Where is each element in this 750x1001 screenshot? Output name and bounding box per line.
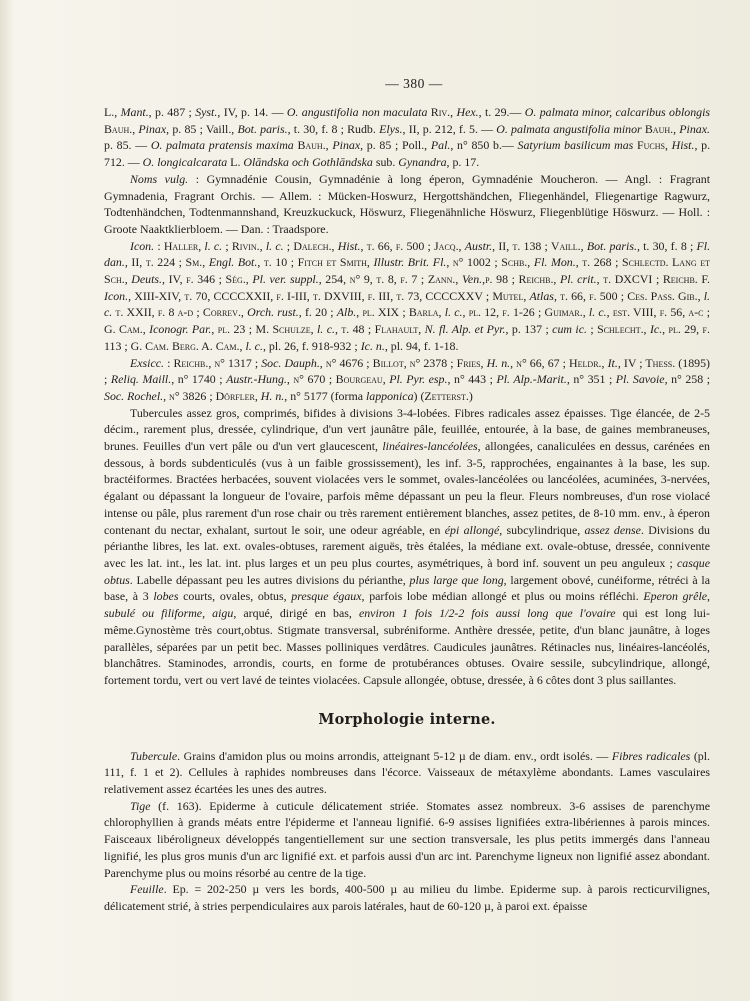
text-run: , pl. 29, f. 113 ; G. Cam. Berg. A. Cam.,	[104, 322, 710, 353]
text-run: Fuchs,	[633, 138, 672, 153]
text-run: Pl. Pyr. esp.	[389, 372, 448, 387]
text-run: , allongées, canaliculées en dessus, carénées en dessous, à bords subdenticulés (vus à un faible grossissement), les inf. 3-5, rapprochées, engainantes à la base, les sup. bractéiformes. Bractées herbacées, souvent violacées vers le sommet, ovales-lancéolées ou lancéolées, acuminées, 3-nervées, égalant ou dépassant la longueur de l'ovaire, parfois même dépassant un peu la fleur. Fleurs nombreuses, d'un rose violacé intense ou pâle, plus rarement d'un rose chair ou très rarement entièrement blanches, assez petites, de 8-10 mm. env., à éperon contenant du nectar, exhalant, surtout le soir, une odeur agréable, en	[104, 439, 710, 537]
text-run: , pl. 26, f. 918-932 ;	[262, 338, 361, 353]
text-run: Illustr. Brit. Fl.	[373, 255, 447, 270]
text-run: , IV, p. 14. —	[217, 105, 287, 119]
tige-paragraph	[104, 798, 710, 882]
text-run: : Gymnadénie Cousin, Gymnadénie à long éperon, Gymnadénie Moucheron. — Angl. : Fragrant Gymnadenia, Fragrant Orchis. — Allem. : Mücken-Hoswurz, Hergottshändchen, Fliegenhändel, Fliegenartige Ragwurz, Todtenhändchen, Todtenmannshand, Kreuzkuckuck, Höswurz, Fliegenähnliche Höswurz, Fliegenblütige Höswurz. — Holl. : Groote Naaktklierbloem. — Dan. : Traadspore.	[104, 171, 710, 236]
text-run: N. fl. Alp. et Pyr.	[424, 322, 506, 337]
text-run: (pl. 111, f. 1 et 2). Cellules à raphides nombreuses dans l'écorce. Vaisseaux de métaxylème abondants. Lames vasculaires relativement assez écartées les unes des autres.	[104, 748, 711, 797]
iconography-paragraph	[104, 238, 710, 355]
text-run: plus large que long	[409, 572, 504, 587]
text-run: assez dense	[584, 522, 641, 537]
text-run: Pl. Alp.-Marit.	[496, 372, 567, 387]
text-run: l. c.	[317, 322, 335, 337]
text-run: Pinax.	[679, 121, 710, 136]
text-run: l. c.	[204, 238, 223, 253]
text-run: l. c.	[245, 338, 263, 353]
text-run: l. c.	[588, 305, 607, 320]
text-run: O. palmata minor, calcaribus oblongis	[524, 105, 711, 119]
text-run: Ven.	[461, 272, 483, 287]
text-run: l. c.	[265, 238, 284, 253]
text-run: , IV ; Thess. (1895) ;	[104, 355, 710, 387]
text-run: Pal.	[430, 138, 451, 153]
text-run: Hist.	[337, 238, 361, 253]
text-run: courts, ovales, obtus,	[178, 589, 292, 604]
text-run: , n° 258 ;	[664, 372, 710, 387]
text-run: . Grains d'amidon plus ou moins arrondis, atteignant 5-12 µ de diam. env., ordt isolés. —	[177, 748, 612, 763]
text-run: , f. 20 ;	[298, 305, 337, 320]
text-run: Bot. paris.	[237, 121, 288, 136]
text-run: , II, t. 224 ; Sm.,	[124, 255, 209, 270]
text-run: Soc. Rochel.	[104, 388, 164, 403]
text-run: Satyrium basilicum mas	[517, 138, 634, 153]
text-run: ,p. 98 ; Reichb.,	[482, 272, 561, 287]
text-run: Bauh.,	[641, 121, 680, 136]
text-run: H. n.	[486, 355, 511, 370]
text-run: épi allongé	[444, 522, 500, 537]
text-run: l. c.	[444, 305, 463, 320]
text-run: Fl. Mon.	[533, 255, 576, 270]
text-run: O. palmata pratensis maxima	[150, 138, 294, 153]
text-run: , pl. 94, f. 1-18.	[384, 338, 459, 353]
exsiccata-label: Exsicc.	[130, 355, 164, 370]
text-run: Tubercules assez gros, comprimés, bifides à divisions 3-4-lobées. Fibres radicales assez épaisses. Tige élancée, de 2-5 décim., rarement plus, dressée, cylindrique, d'un vert jaunâtre pâle, feuillée, entourée, à la base, de gaines membraneuses, brunes. Feuilles d'un vert pâle ou d'un vert glaucescent,	[104, 405, 710, 454]
text-run: , n° 443 ;	[447, 372, 497, 387]
text-run: , t. 66, f. 500 ; Ces. Pass. Gib.,	[553, 288, 704, 303]
text-run: Fibres radicales	[611, 748, 691, 763]
text-run: Pl. ver. suppl.	[252, 272, 319, 287]
text-run: , p. 137 ;	[505, 322, 553, 337]
text-run: Pl. crit.	[560, 272, 597, 287]
text-run: , t. 66, f. 500 ; Jacq.,	[360, 238, 465, 253]
text-run: p. 85. —	[104, 138, 151, 153]
text-run: , II, p. 212, f. 5. —	[402, 121, 497, 136]
text-run: Ic.	[649, 322, 663, 337]
text-run: , n° 1740 ;	[171, 372, 227, 387]
text-run: , n° 4676 ; Billot, n° 2378 ; Fries,	[319, 355, 487, 370]
text-run: ) (Zetterst.)	[413, 388, 473, 403]
text-run: Bauh.,	[293, 138, 333, 153]
text-run: O. longicalcarata	[142, 155, 228, 170]
text-run: : Haller,	[154, 238, 205, 253]
text-run: , p. 712. —	[104, 138, 711, 170]
text-run: Reliq. Maill.	[110, 372, 172, 387]
text-run: , XIII-XIV, t. 70, CCCCXXII, f. I-III, t. DXVIII, f. III, t. 73, CCCCXXV ; Mutel,	[128, 288, 530, 303]
text-run: , t. 48 ; Flahault,	[334, 322, 425, 337]
text-run: , t. 30, f. 8 ;	[636, 238, 697, 253]
text-run: Icon.	[104, 288, 129, 303]
text-run: sub.	[372, 155, 399, 170]
species-description-paragraph	[104, 405, 710, 689]
text-run: , t. DXCVI ; Reichb. F.	[596, 272, 711, 287]
text-run: Soc. Dauph.	[261, 355, 320, 370]
text-run: Orch. rust.	[247, 305, 299, 320]
text-run: , p. 85 ; Poll.,	[360, 138, 431, 153]
text-run: , est. VIII, f. 56, a-c ; G. Cam.,	[104, 305, 711, 337]
text-run: , t. 268 ; Schlectd. Lang et Sch.,	[104, 255, 710, 287]
text-run: Eperon grêle, subulé ou filiforme, aigu	[104, 589, 710, 621]
text-run: Pinax	[138, 121, 167, 136]
text-run: Iconogr. Par.	[149, 322, 212, 337]
text-run: lapponica	[365, 388, 414, 403]
exsiccata-paragraph	[104, 355, 710, 405]
text-run: , IV, f. 346 ; Ség.,	[162, 272, 253, 287]
page-number: — 380 —	[385, 76, 443, 91]
text-run: , largement obové, cunéiforme, rétréci à la base, à 3	[104, 572, 710, 604]
text-run: qui est long lui-même.Gynostème très court,obtus. Stigmate transversal, subréniforme. Anthère dressée, petite, d'un blanc jaunâtre, à loges parallèles, séparées par un petit bec. Masses polliniques verdâtres. Caudicules jaunâtres. Rétinacles nus, linéaires-lancéolés, blanchâtres. Staminodes, arrondis, courts, en forme de protubérances obtuses. Ovaire sessile, subcylindrique, allongé, fortement tordu, vert ou vert lavé de teintes violacées. Capsule allongée, obtuse, dressée, à 6 côtes dont 3 plus saillantes.	[104, 606, 711, 687]
text-run: , arqué, dirigé en bas,	[233, 606, 359, 621]
text-run: casque obtus	[104, 555, 710, 587]
text-run: , t. 29.—	[478, 105, 525, 119]
text-run: Pl. Savoie	[615, 372, 665, 387]
text-run: , pl. XIX ; Barla,	[356, 305, 445, 320]
text-run: Alb.	[336, 305, 357, 320]
text-run: , parfois lobe médian allongé et plus ou moins réfléchi.	[361, 589, 644, 604]
text-run: presque égaux	[291, 589, 362, 604]
text-run: Engl. Bot.	[208, 255, 258, 270]
text-run: (f. 163). Epiderme à cuticule délicatement striée. Stomates assez nombreux. 3-6 assises de parenchyme chlorophyllien à grands méats entre l'épiderme et l'anneau lignifié. 6-9 assises lignifiées extra-libériennes à parois minces. Faisceaux libéroligneux développés tangentiellement sur une section transversale, les plus petits immergés dans l'anneau lignifié, les plus gros munis d'un arc lignifié ext. et parfois aussi d'un arc int. Parenchyme ligneux non lignifié assez abondant. Parenchyme plus ou moins résorbé au centre de la tige.	[104, 798, 710, 880]
text-run: O. palmata angustifolia minor	[496, 121, 642, 136]
text-run: , n° 3826 ; Dörfler,	[163, 388, 261, 403]
text-run: , pl. 23 ; M. Schulze,	[211, 322, 317, 337]
text-run: Pinax	[332, 138, 361, 153]
text-run: Fl. dan.	[104, 238, 711, 270]
text-run: Bauh.,	[104, 121, 139, 136]
text-run: Tubercule	[130, 748, 178, 763]
text-run: Syst.	[195, 105, 218, 119]
text-run: Feuille	[130, 882, 164, 897]
text-run: . Labelle dépassant peu les autres divisions du périanthe,	[129, 572, 410, 587]
feuille-paragraph	[104, 881, 710, 914]
text-run: , n° 66, 67 ; Heldr.,	[510, 355, 608, 370]
section-spacer	[104, 689, 710, 711]
text-run: O. angustifolia non maculata	[286, 105, 428, 119]
vernacular-names-paragraph	[104, 171, 710, 238]
text-run: , n° 850 b.—	[450, 138, 518, 153]
bibliography-synonyms	[104, 104, 710, 171]
text-run: H. n.	[260, 388, 285, 403]
text-run: ; Dalech.,	[283, 238, 338, 253]
text-run: Hex.	[456, 105, 479, 119]
text-run: Gynandra	[398, 155, 447, 170]
text-run: , p. 17.	[446, 155, 480, 170]
text-run: : Reichb., n° 1317 ;	[164, 355, 262, 370]
text-run: , n° 670 ; Bourgeau,	[286, 372, 390, 387]
text-run: It.	[607, 355, 618, 370]
text-run: L.,	[104, 105, 121, 119]
text-run: cum ic.	[552, 322, 587, 337]
text-run: Austr.-Hung.	[226, 372, 287, 387]
text-run: t. XXII, f. 8 a-d ; Correv.,	[112, 305, 248, 320]
text-run: linéaires-lancéolées	[382, 439, 478, 454]
text-run: . Ep. = 202-250 µ vers les bords, 400-500 µ au milieu du limbe. Epiderme sup. à parois recticurvilignes, délicatement strié, à stries perpendiculaires aux parois latérales, haut de 60-120 µ, à paroi ext. épaisse	[104, 882, 710, 913]
section-heading: Morphologie interne.	[318, 710, 496, 728]
text-run: L.	[227, 155, 244, 170]
text-run: ; Schlecht.,	[586, 322, 650, 337]
page-edge-shadow	[0, 0, 14, 1001]
text-run: , subcylindrique,	[499, 522, 585, 537]
text-run: Bot. paris.	[586, 238, 637, 253]
text-run: , p. 487 ;	[148, 105, 196, 119]
tubercule-paragraph	[104, 748, 710, 798]
text-run: , n° 351 ;	[566, 372, 616, 387]
text-run: , pl. 12, f. 1-26 ; Guimar.,	[462, 305, 589, 320]
text-run: , t. 10 ; Fitch et Smith,	[257, 255, 374, 270]
text-run: Olāndska och Gothlāndska	[243, 155, 373, 170]
text-run: Riv.,	[427, 105, 457, 119]
text-run: environ 1 fois 1/2-2 fois aussi long que l'ovaire	[358, 606, 616, 621]
text-run: , II, t. 138 ; Vaill.,	[492, 238, 587, 253]
text-run: , n° 5177 (forma	[284, 388, 366, 403]
text-run: Deuts.	[131, 272, 162, 287]
text-run: Austr.	[464, 238, 493, 253]
text-run: . Divisions du périanthe libres, les lat. ext. ovales-obtuses, rarement aiguës, très étalées, la médiane ext. ovale-obtuse, dressée, connivente avec les lat. int., les lat. int. plus larges et un peu plus courtes, asymétriques, à bord inf. souvent un peu anguleux ;	[104, 522, 711, 570]
text-run: l. c.	[104, 288, 711, 320]
text-run: ; Rivin.,	[222, 238, 266, 253]
text-run: Atlas	[529, 288, 554, 303]
text-run: Tige	[130, 798, 151, 813]
text-run: , n° 1002 ; Schb.,	[446, 255, 534, 270]
text-run: lobes	[153, 589, 179, 604]
iconography-label: Icon.	[130, 238, 155, 253]
vernacular-names-label: Noms vulg.	[130, 171, 189, 186]
text-run: Mant.	[120, 105, 149, 119]
text-run: Elys.	[379, 121, 403, 136]
text-run: , p. 85 ; Vaill.,	[166, 121, 238, 136]
text-run: Hist.	[671, 138, 695, 153]
text-run: , t. 30, f. 8 ; Rudb.	[287, 121, 380, 136]
text-run: , 254, n° 9, t. 8, f. 7 ; Zann.,	[318, 272, 462, 287]
text-run: Ic. n.	[360, 338, 385, 353]
